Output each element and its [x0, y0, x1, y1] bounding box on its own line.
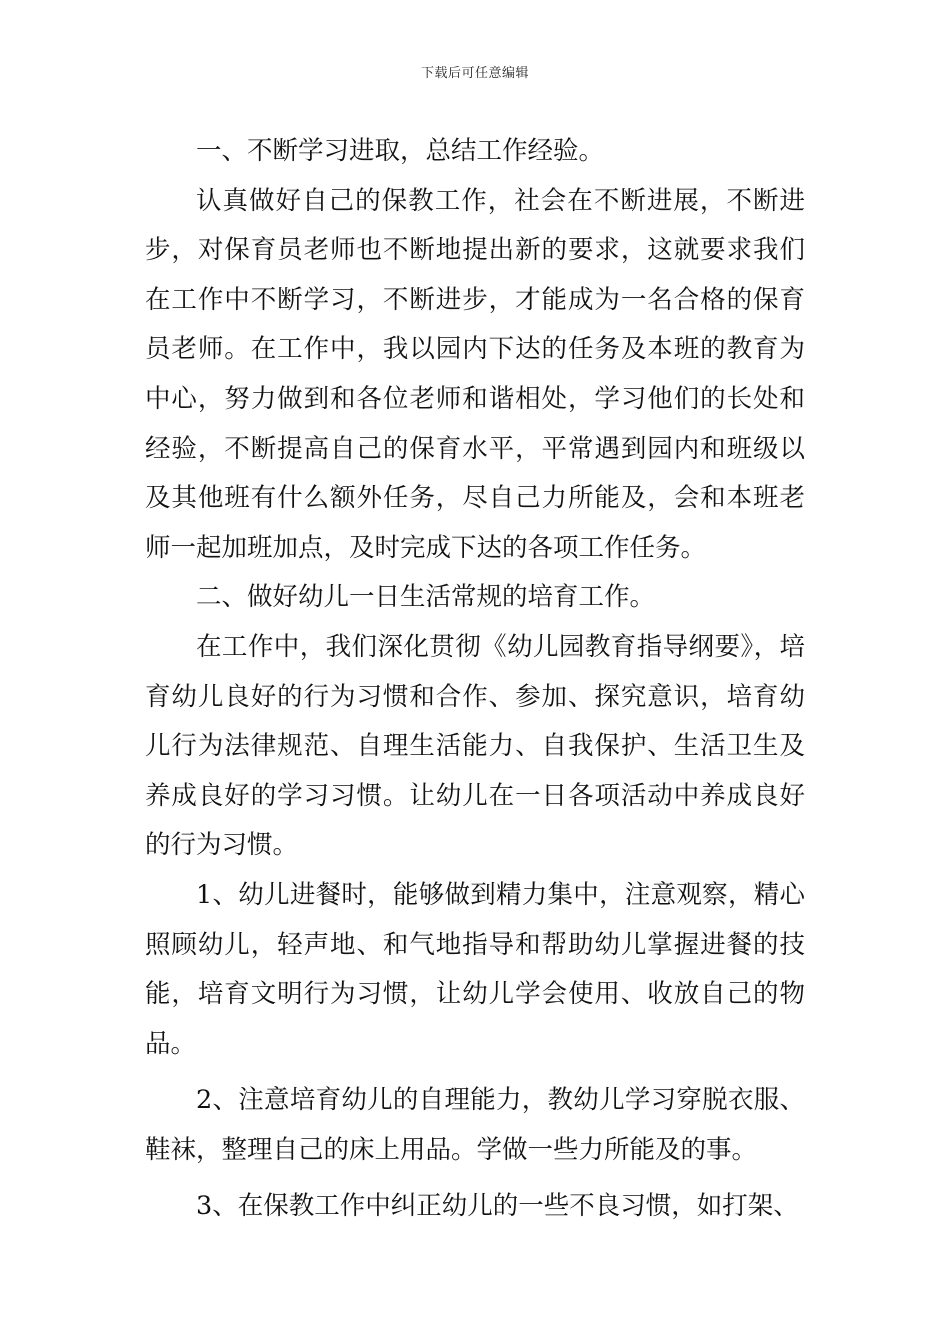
list-item-3: 3、在保教工作中纠正幼儿的一些不良习惯，如打架、 — [196, 1191, 799, 1222]
body-paragraph: 认真做好自己的保教工作，社会在不断进展，不断进步，对保育员老师也不断地提出新的要求，这就要求我们在工作中不断学习，不断进步，才能成为一名合格的保育员老师。在工作中，我以园内下达的任务及本班的教育为中心，努力做到和各位老师和谐相处，学习他们的长处和经验，不断提高自己的保育水平，平常遇到园内和班级以及其他班有什么额外任务，尽自己力所能及，会和本班老师一起加班加点，及时完成下达的各项工作任务。 — [145, 185, 805, 563]
page-header: 下载后可任意编辑 — [420, 66, 529, 81]
section-heading-2: 二、做好幼儿一日生活常规的培育工作。 — [196, 582, 656, 613]
document-body — [145, 127, 805, 1232]
body-paragraph: 在工作中，我们深化贯彻《幼儿园教育指导纲要》，培育幼儿良好的行为习惯和合作、参加、探究意识，培育幼儿行为法律规范、自理生活能力、自我保护、生活卫生及养成良好的学习习惯。让幼儿在一日各项活动中养成良好的行为习惯。 — [145, 631, 805, 861]
list-item-2: 2、注意培育幼儿的自理能力，教幼儿学习穿脱衣服、鞋袜，整理自己的床上用品。学做一些力所能及的事。 — [145, 1085, 805, 1165]
section-heading-1: 一、不断学习进取，总结工作经验。 — [196, 136, 605, 166]
list-item-1: 1、幼儿进餐时，能够做到精力集中，注意观察，精心照顾幼儿，轻声地、和气地指导和帮助幼儿掌握进餐的技能，培育文明行为习惯，让幼儿学会使用、收放自己的物品。 — [145, 879, 805, 1059]
